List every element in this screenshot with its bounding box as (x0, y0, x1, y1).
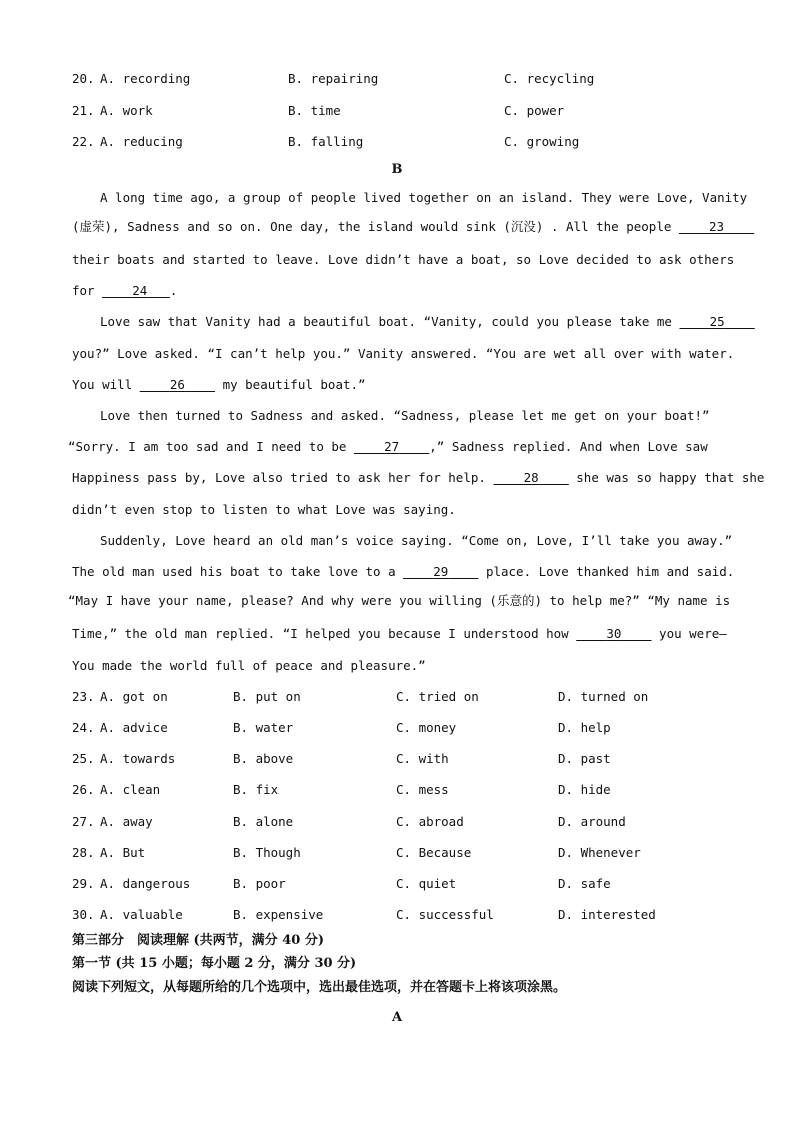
option-d: D. past (558, 751, 611, 766)
passage-text: Time,” the old man replied. “I helped you because I understood how (72, 626, 569, 641)
question-number: 28. (72, 845, 95, 860)
blank-23 (679, 219, 754, 235)
passage-line (68, 439, 718, 455)
option-c: C. tried on (396, 689, 479, 704)
option-b: B. repairing (288, 71, 379, 86)
passage-line: Love then turned to Sadness and asked. “Sadness, please let me get on your boat!” (100, 408, 710, 423)
question-number: 24. (72, 720, 95, 735)
option-b: B. alone (233, 814, 294, 829)
passage-a-label: A (391, 1010, 403, 1025)
option-b: B. water (233, 720, 294, 735)
passage-line (72, 470, 765, 486)
passage-text: “Sorry. I am too sad and I need to be (68, 439, 347, 454)
option-b: B. put on (233, 689, 301, 704)
passage-line (72, 219, 725, 235)
option-a: A. towards (100, 751, 176, 766)
blank-number: 30 (606, 626, 622, 641)
question-number: 27. (72, 814, 95, 829)
passage-text: for (72, 283, 95, 298)
blank-number: 28 (523, 470, 539, 485)
option-c: C. growing (504, 134, 580, 149)
passage-line (72, 283, 722, 299)
option-a: A. advice (100, 720, 168, 735)
option-d: D. help (558, 720, 611, 735)
option-c: C. money (396, 720, 457, 735)
option-b: B. fix (233, 782, 279, 797)
option-c: C. with (396, 751, 449, 766)
blank-number: 26 (169, 377, 185, 392)
instruction-text: 阅读下列短文，从每题所给的几个选项中，选出最佳选项，并在答题卡上将该项涂黑。 (72, 980, 567, 995)
blank-29 (403, 564, 478, 580)
option-a: A. got on (100, 689, 168, 704)
question-number: 25. (72, 751, 95, 766)
passage-line: didn’t even stop to listen to what Love was saying. (72, 502, 456, 517)
question-number: 20. (72, 71, 95, 86)
option-b: B. poor (233, 876, 286, 891)
question-number: 29. (72, 876, 95, 891)
passage-text: . (169, 283, 178, 298)
passage-line: you?” Love asked. “I can’t help you.” Vanity answered. “You are wet all over with water. (72, 346, 735, 361)
passage-text: Happiness pass by, Love also tried to ask her for help. (72, 470, 486, 485)
passage-text: ,” Sadness replied. And when Love saw (429, 439, 708, 454)
passage-line: their boats and started to leave. Love didn’t have a boat, so Love decided to ask others (72, 252, 735, 267)
option-d: D. around (558, 814, 626, 829)
option-a: A. recording (100, 71, 191, 86)
passage-text: she was so happy that she (576, 470, 765, 485)
option-d: D. Whenever (558, 845, 641, 860)
question-number: 21. (72, 103, 95, 118)
blank-26 (140, 377, 215, 393)
passage-text: The old man used his boat to take love to a (72, 564, 396, 579)
option-c: C. recycling (504, 71, 595, 86)
option-a: A. valuable (100, 907, 183, 922)
passage-text: you were— (659, 626, 727, 641)
passage-text: (虚荣), Sadness and so on. One day, the island would sink (沉没) . All the people (72, 219, 672, 234)
option-d: D. turned on (558, 689, 649, 704)
blank-number: 27 (384, 439, 400, 454)
passage-line (100, 314, 750, 330)
passage-line: Suddenly, Love heard an old man’s voice saying. “Come on, Love, I’ll take you away.” (100, 533, 733, 548)
passage-line (72, 564, 735, 580)
option-c: C. mess (396, 782, 449, 797)
passage-line: A long time ago, a group of people lived together on an island. They were Love, Vanity (100, 190, 748, 205)
section1-heading: 第一节 (共 15 小题；每小题 2 分，满分 30 分) (72, 956, 357, 971)
option-a: A. reducing (100, 134, 183, 149)
option-c: C. quiet (396, 876, 457, 891)
option-c: C. power (504, 103, 565, 118)
blank-24 (102, 283, 170, 299)
option-c: C. Because (396, 845, 472, 860)
option-c: C. abroad (396, 814, 464, 829)
option-c: C. successful (396, 907, 494, 922)
passage-line: You made the world full of peace and pleasure.” (72, 658, 426, 673)
option-b: B. Though (233, 845, 301, 860)
option-d: D. interested (558, 907, 656, 922)
option-a: A. away (100, 814, 153, 829)
option-b: B. above (233, 751, 294, 766)
blank-number: 25 (709, 314, 725, 329)
blank-number: 24 (132, 283, 148, 298)
option-b: B. expensive (233, 907, 324, 922)
part3-heading: 第三部分 阅读理解 (共两节，满分 40 分) (72, 933, 324, 948)
passage-text: my beautiful boat.” (222, 377, 366, 392)
blank-number: 29 (433, 564, 449, 579)
passage-line: “May I have your name, please? And why were you willing (乐意的) to help me?” “My name is (68, 593, 731, 608)
option-b: B. time (288, 103, 341, 118)
passage-line (72, 626, 727, 642)
question-number: 30. (72, 907, 95, 922)
blank-30 (576, 626, 651, 642)
passage-text: place. Love thanked him and said. (485, 564, 735, 579)
option-a: A. clean (100, 782, 161, 797)
option-a: A. But (100, 845, 146, 860)
blank-number: 23 (709, 219, 725, 234)
blank-28 (493, 470, 568, 486)
option-d: D. safe (558, 876, 611, 891)
blank-27 (354, 439, 429, 455)
passage-text: Love saw that Vanity had a beautiful boat. “Vanity, could you please take me (100, 314, 672, 329)
option-d: D. hide (558, 782, 611, 797)
option-b: B. falling (288, 134, 364, 149)
blank-25 (679, 314, 754, 330)
option-a: A. work (100, 103, 153, 118)
question-number: 26. (72, 782, 95, 797)
section-b-label: B (391, 162, 403, 177)
passage-line (72, 377, 722, 393)
passage-text: You will (72, 377, 133, 392)
option-a: A. dangerous (100, 876, 191, 891)
question-number: 22. (72, 134, 95, 149)
question-number: 23. (72, 689, 95, 704)
